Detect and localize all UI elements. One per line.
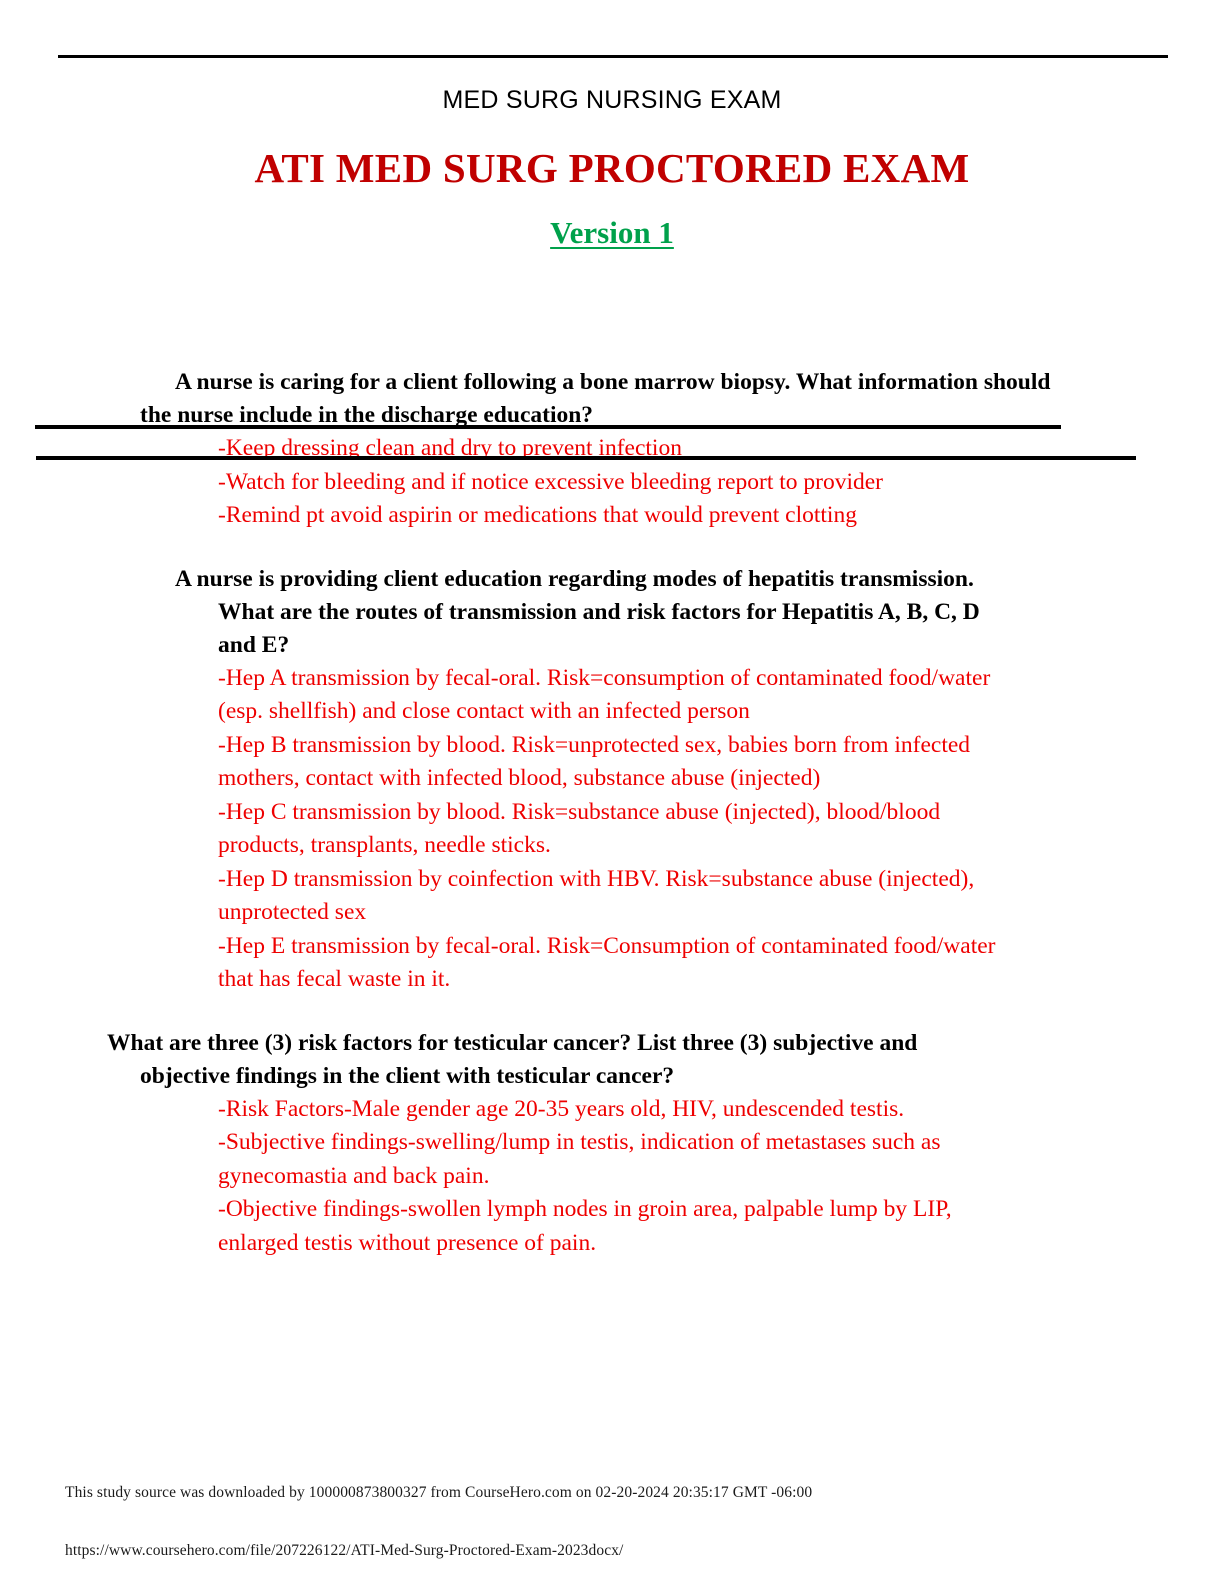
header-divider-rule	[58, 55, 1168, 58]
page-separator-rule-upper	[35, 425, 1061, 429]
qa-block-hepatitis-transmission	[0, 563, 1224, 997]
question-text	[107, 1027, 1009, 1093]
page-title: ATI MED SURG PROCTORED EXAM	[254, 145, 970, 191]
download-watermark-note: This study source was downloaded by 100000873800327 from CourseHero.com on 02-20-2024 20:35:17 GMT -06:00	[65, 1484, 813, 1501]
answer-item: -Remind pt avoid aspirin or medications that would prevent clotting	[218, 502, 857, 528]
document-body	[0, 366, 1224, 1260]
document-version	[0, 215, 1224, 251]
answer-item: -Risk Factors-Male gender age 20-35 years old, HIV, undescended testis.	[218, 1095, 905, 1122]
section-spacer	[0, 533, 1224, 563]
answer-item: -Hep B transmission by blood. Risk=unprotected sex, babies born from infected mothers, contact with infected blood, substance abuse (injected)	[218, 731, 971, 791]
question-line-1: What are three (3) risk factors for testicular cancer? List three (3)	[107, 1029, 768, 1056]
answer-list	[218, 432, 1019, 533]
answer-item: -Hep A transmission by fecal-oral. Risk=consumption of contaminated food/water (esp. shellfish) and close contact with an infected person	[218, 664, 991, 724]
answer-item: -Subjective findings-swelling/lump in testis, indication of metastases such as gynecomastia and back pain.	[218, 1129, 941, 1189]
answer-list	[218, 1093, 1019, 1261]
answer-list	[218, 662, 1019, 997]
question-line-2: subjective and objective findings in the client with testicular cancer?	[140, 1029, 918, 1089]
section-spacer	[0, 997, 1224, 1027]
sub-question-text: What are the routes of transmission and risk factors for Hepatitis A, B, C, D and E?	[218, 598, 980, 658]
qa-block-bone-marrow-biopsy	[0, 366, 1224, 533]
answer-item: -Objective findings-swollen lymph nodes in groin area, palpable lump by LIP, enlarged testis without presence of pain.	[218, 1196, 952, 1256]
answer-item: -Hep E transmission by fecal-oral. Risk=Consumption of contaminated food/water that has fecal waste in it.	[218, 932, 996, 992]
question-text: A nurse is providing client education regarding modes of hepatitis transmission.	[175, 565, 974, 592]
answer-item: -Keep dressing clean and dry to prevent infection	[218, 435, 682, 461]
answer-item: -Watch for bleeding and if notice excessive bleeding report to provider	[218, 468, 883, 495]
answer-item: -Hep C transmission by blood. Risk=substance abuse (injected), blood/blood products, transplants, needle sticks.	[218, 798, 941, 858]
document-subject-heading: MED SURG NURSING EXAM	[442, 86, 782, 114]
question-text: A nurse is caring for a client following a bone marrow biopsy. What information should the nurse include in the discharge education?	[140, 369, 1051, 428]
document-version-label: Version 1	[550, 215, 674, 250]
qa-block-testicular-cancer	[0, 1027, 1224, 1261]
page-separator-rule-lower	[36, 456, 1136, 460]
answer-item: -Hep D transmission by coinfection with HBV. Risk=substance abuse (injected), unprotected sex	[218, 865, 975, 925]
source-url: https://www.coursehero.com/file/207226122/ATI-Med-Surg-Proctored-Exam-2023docx/	[65, 1542, 624, 1559]
